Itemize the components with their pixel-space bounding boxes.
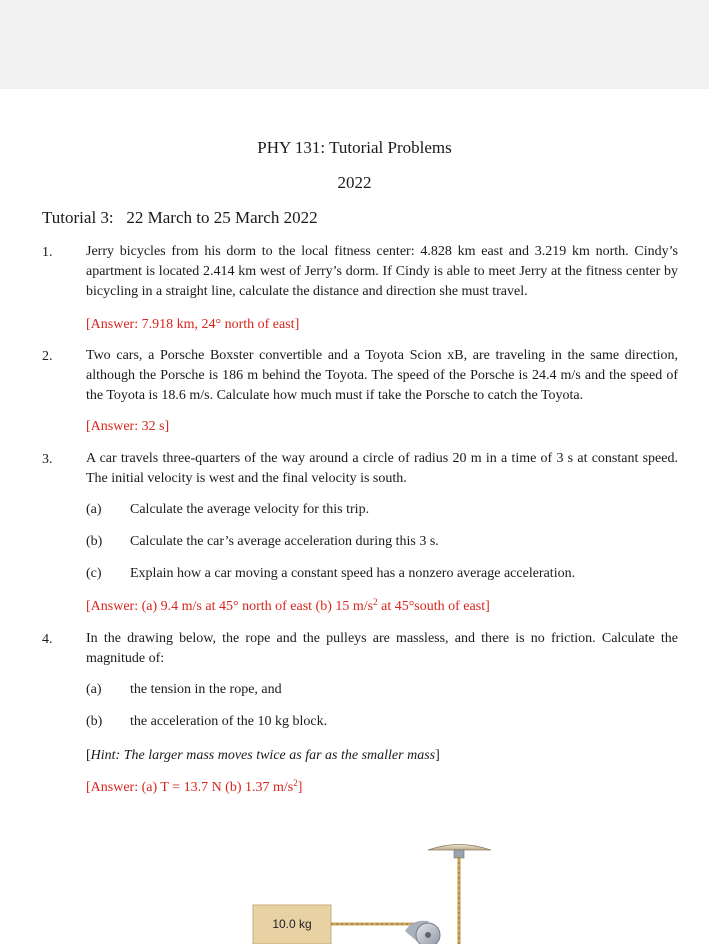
answer-text: at 45°south of east]: [377, 599, 490, 614]
problem-answer: [Answer: 32 s]: [86, 419, 170, 434]
viewer-top-band: [0, 0, 709, 89]
problem-hint: [86, 746, 678, 766]
part-label: (a): [86, 682, 102, 697]
part-label: (c): [86, 566, 102, 581]
tutorial-heading: Tutorial 3: 22 March to 25 March 2022: [42, 208, 318, 227]
part-label: (b): [86, 534, 103, 549]
part-label: (a): [86, 502, 102, 517]
block-label: 10.0 kg: [272, 917, 312, 931]
part-text: Calculate the car’s average acceleration during this 3 s.: [130, 534, 439, 549]
problem-answer: [86, 778, 678, 798]
problem-text: Two cars, a Porsche Boxster convertible and a Toyota Scion xB, are traveling in the same direction, although the Porsche is 186 m behind the Toyota. The speed of the Porsche is 24.4 m/s and the speed of the Toyota is 18.6 m/s. Calculate how much must if take the Porsche to catch the Toyota.: [86, 348, 678, 403]
answer-text: [Answer: (a) 9.4 m/s at 45° north of east (b) 15 m/s: [86, 599, 374, 614]
problem-answer: [86, 597, 678, 617]
problem-number: 1.: [42, 245, 53, 260]
answer-text: [Answer: (a) T = 13.7 N (b) 1.37 m/s: [86, 780, 294, 795]
problem-text: In the drawing below, the rope and the pulleys are massless, and there is no friction. Calculate the magnitude of:: [86, 631, 678, 666]
part-label: (b): [86, 714, 103, 729]
document-year: 2022: [337, 173, 372, 192]
answer-superscript: 2: [373, 597, 378, 607]
part-text: Explain how a car moving a constant speed has a nonzero average acceleration.: [130, 566, 576, 581]
problem-number: 2.: [42, 349, 53, 364]
hint-bracket: ]: [435, 748, 440, 763]
problem-answer: [Answer: 7.918 km, 24° north of east]: [86, 317, 300, 332]
answer-text: ]: [297, 780, 303, 795]
ceiling-support: [428, 845, 491, 859]
part-text: Calculate the average velocity for this trip.: [130, 502, 370, 517]
answer-superscript: 2: [293, 778, 298, 788]
problem-number: 4.: [42, 632, 53, 647]
mass-block: [253, 905, 331, 944]
part-text: the tension in the rope, and: [130, 682, 282, 697]
document-title: PHY 131: Tutorial Problems: [257, 138, 452, 157]
problem-text: Jerry bicycles from his dorm to the local fitness center: 4.828 km east and 3.219 km north. Cindy’s apartment is located 2.414 km west of Jerry’s dorm. If Cindy is able to meet Jerry at the fitness center by bicycling in a straight line, calculate the distance and direction she must travel.: [86, 244, 678, 299]
part-text: the acceleration of the 10 kg block.: [130, 714, 328, 729]
hint-text: Hint: The larger mass moves twice as far as the smaller mass: [90, 748, 436, 763]
problem-text: A car travels three-quarters of the way around a circle of radius 20 m in a time of 3 s at constant speed. The initial velocity is west and the final velocity is south.: [86, 451, 678, 486]
problem-number: 3.: [42, 452, 53, 467]
pulley-figure: [0, 835, 709, 944]
hint-bracket: [: [86, 748, 91, 763]
